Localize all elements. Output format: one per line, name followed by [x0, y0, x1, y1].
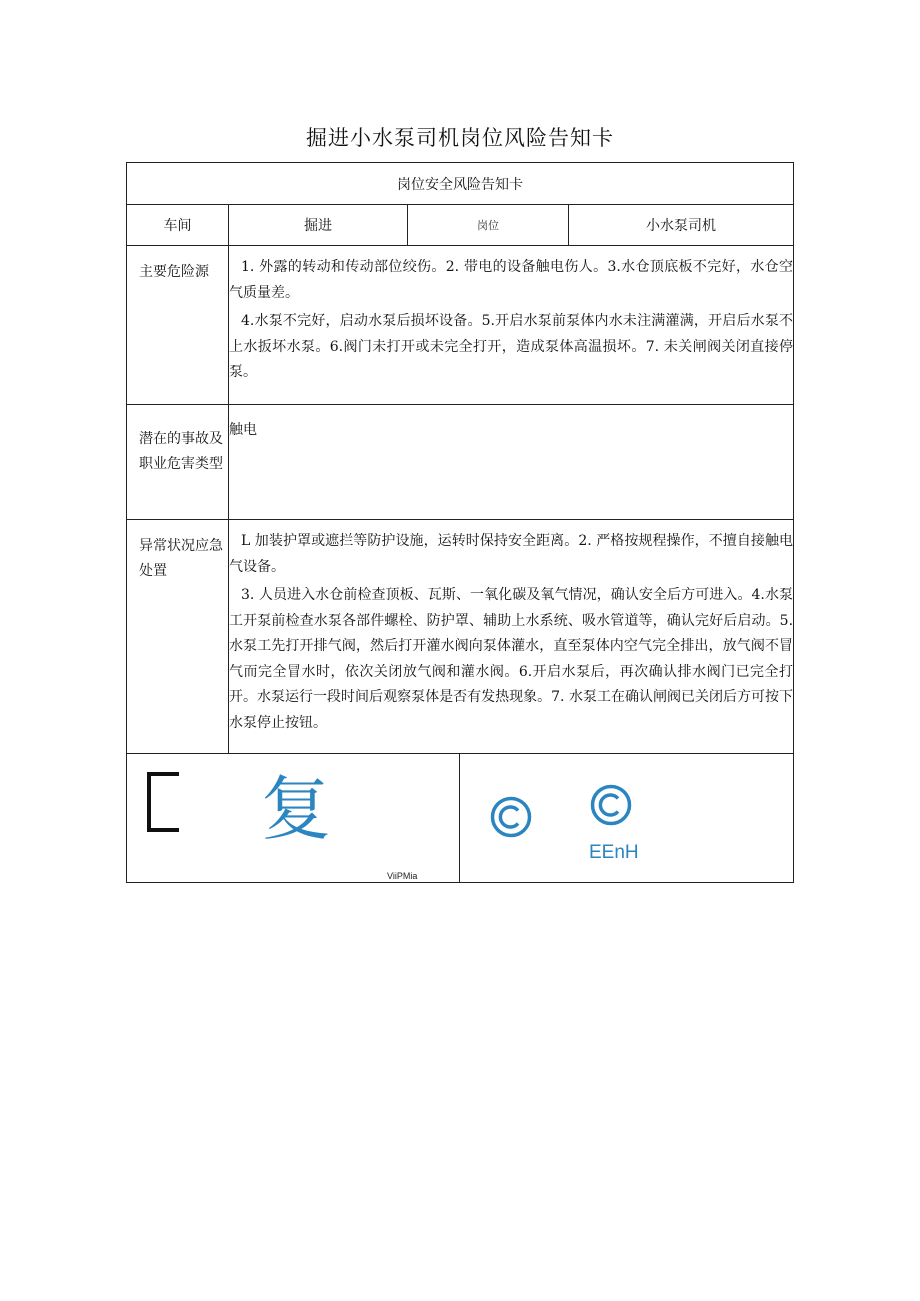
copyright-icon	[590, 784, 632, 826]
hazard-paragraph: 4.水泵不完好，启动水泵后损坏设备。5.开启水泵前泵体内水未注满灌满，开启后水泵不上水扳坏水泵。6.阀门未打开或未完全打开，造成泵体高温损坏。7. 未关闸阀关闭直接停泵。	[229, 313, 794, 380]
card-header: 岗位安全风险告知卡	[127, 163, 794, 205]
sign-glyph: 复	[261, 768, 331, 850]
sign-text: EEnH	[589, 842, 639, 863]
risk-card-table	[126, 162, 794, 883]
sign-caption: ViiPMia	[387, 871, 418, 881]
workshop-label: 车间	[127, 205, 229, 246]
left-sign-cell	[127, 754, 460, 883]
bracket-mark	[147, 772, 179, 832]
emergency-paragraph: 3. 人员进入水仓前检查顶板、瓦斯、一氧化碳及氧气情况，确认安全后方可进入。4.水泵工开泵前检查水泵各部件螺栓、防护罩、辅助上水系统、吸水管道等，确认完好后启动。5. 水泵工先打开排气阀，然后打开灌水阀向泵体灌水，直至泵体内空气完全排出，放气阀不冒气而完全冒水时，依次关闭放气阀和灌水阀。6.开启水泵后，再次确认排水阀门已完全打开。水泵运行一段时间后观察泵体是否有发热现象。7. 水泵工在确认闸阀已关闭后方可按下水泵停止按钮。	[229, 587, 794, 731]
page-title: 掘进小水泵司机岗位风险告知卡	[306, 126, 614, 150]
post-value: 小水泵司机	[569, 205, 794, 246]
right-sign-cell	[460, 754, 794, 883]
emergency-paragraph: L 加装护罩或遮拦等防护设施，运转时保持安全距离。2. 严格按规程操作，不擅自接触电气设备。	[229, 533, 794, 575]
hazard-label: 主要危险源	[127, 246, 229, 405]
accident-row	[127, 405, 794, 520]
post-label: 岗位	[408, 205, 569, 246]
signs-row	[127, 754, 794, 883]
hazard-content	[229, 246, 794, 405]
emergency-row	[127, 520, 794, 754]
card-header-row	[127, 163, 794, 205]
workshop-value: 掘进	[229, 205, 408, 246]
hazard-paragraph: 1. 外露的转动和传动部位绞伤。2. 带电的设备触电伤人。3.水仓顶底板不完好，水仓空气质量差。	[229, 259, 794, 301]
accident-label: 潜在的事故及职业危害类型	[127, 405, 229, 520]
hazard-row	[127, 246, 794, 405]
meta-row	[127, 205, 794, 246]
emergency-content	[229, 520, 794, 754]
accident-value: 触电	[229, 405, 794, 520]
copyright-icon	[490, 796, 532, 838]
emergency-label: 异常状况应急处置	[127, 520, 229, 754]
